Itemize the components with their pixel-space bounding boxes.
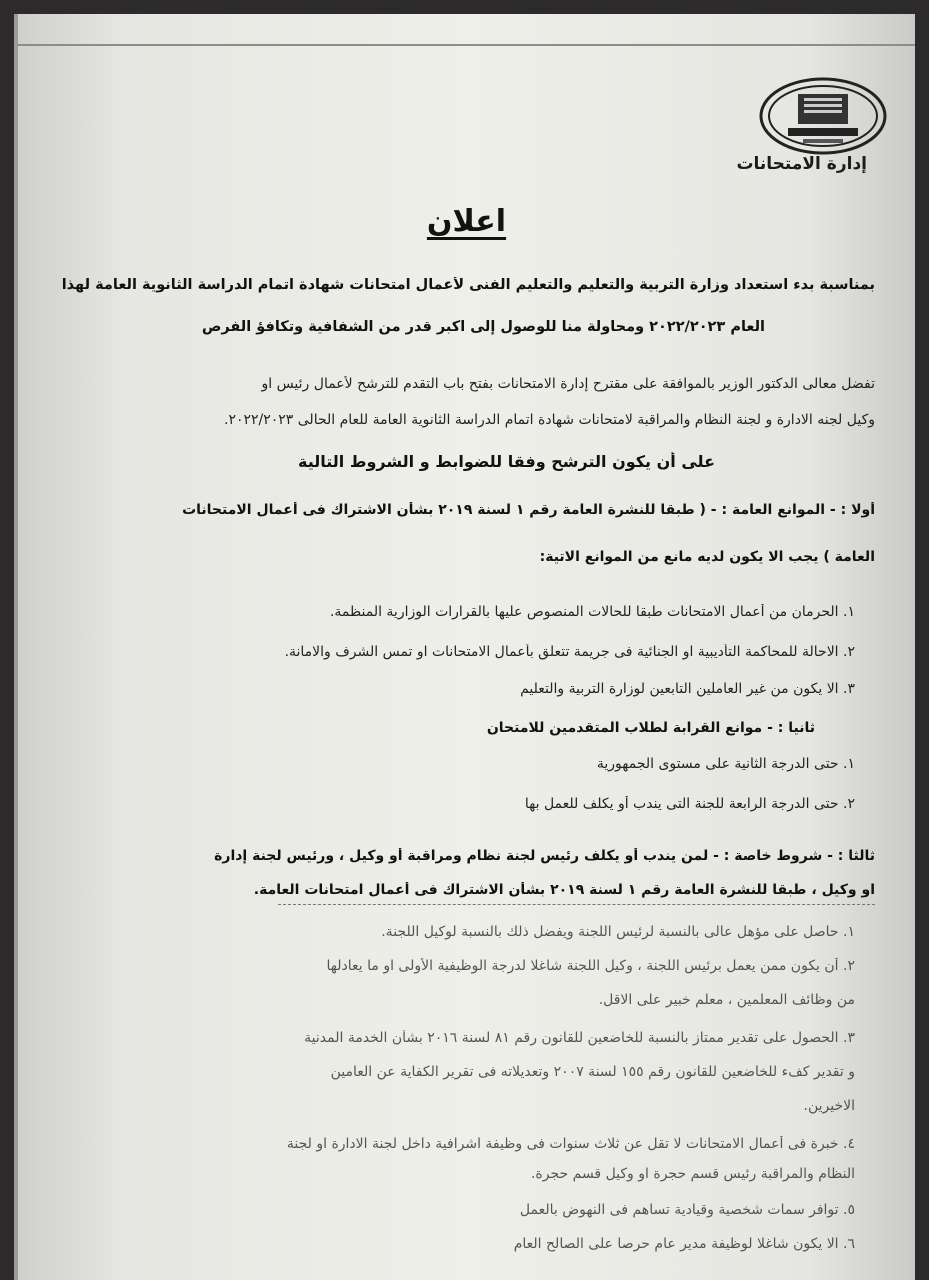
section-2-item-1: ١. حتى الدرجة الثانية على مستوى الجمهورية <box>596 756 855 772</box>
section-3-item-3: ٣. الحصول على تقدير ممتاز بالنسبة للخاضعين للقانون رقم ٨١ لسنة ٢٠١٦ بشأن الخدمة المدنية <box>304 1030 855 1046</box>
ministry-logo-emblem <box>758 76 888 156</box>
section-2-heading: ثانيا : - موانع القرابة لطلاب المتقدمين للامتحان <box>486 720 815 736</box>
section-1-item-2: ٢. الاحالة للمحاكمة التأديبية او الجنائية فى جريمة تتعلق بأعمال الامتحانات او تمس الشرف والامانة. <box>284 644 855 660</box>
announcement-title-text: اعلان <box>426 204 507 239</box>
section-3-item-6: ٦. الا يكون شاغلا لوظيفة مدير عام حرصا على الصالح العام <box>513 1236 855 1252</box>
section-3-item-2: ٢. أن يكون ممن يعمل برئيس اللجنة ، وكيل اللجنة شاغلا لدرجة الوظيفية الأولى او ما يعادلها <box>326 958 855 974</box>
section-3-item-3-end: الاخيرين. <box>803 1098 855 1114</box>
paragraph-1-line-1: تفضل معالى الدكتور الوزير بالموافقة على مقترح إدارة الامتحانات بفتح باب التقدم للترشح لأعمال رئيس او <box>261 376 875 392</box>
paragraph-1-line-2: وكيل لجنه الادارة و لجنة النظام والمراقبة لامتحانات شهادة اتمام الدراسة الثانوية العامة للعام الحالى ٢٠٢٢/٢٠٢٣. <box>223 412 875 428</box>
section-2-item-2: ٢. حتى الدرجة الرابعة للجنة التى يندب أو يكلف للعمل بها <box>524 796 855 812</box>
section-1-intro-a <box>58 502 875 518</box>
section-3-item-2-cont: من وظائف المعلمين ، معلم خبير على الاقل. <box>598 992 855 1008</box>
dashed-divider <box>278 904 875 906</box>
section-1-item-1: ١. الحرمان من أعمال الامتحانات طبقا للحالات المنصوص عليها بالقرارات الوزارية المنظمة. <box>329 604 855 620</box>
section-3-intro: او وكيل ، طبقا للنشرة العامة رقم ١ لسنة ٢٠١٩ بشأن الاشتراك فى أعمال امتحانات العامة. <box>253 882 875 898</box>
announcement-title <box>18 204 915 239</box>
condition-heading: على أن يكون الترشح وفقا للضوابط و الشروط التالية <box>297 452 715 471</box>
section-1-heading: أولا : - الموانع العامة : - <box>710 502 875 518</box>
document-sheet <box>14 14 915 1280</box>
frame-line <box>18 44 915 46</box>
section-3-item-4: ٤. خبرة فى أعمال الامتحانات لا تقل عن ثلاث سنوات فى وظيفة اشرافية داخل لجنة الادارة او لجنة <box>286 1136 855 1152</box>
intro-line-1: بمناسبة بدء استعداد وزارة التربية والتعليم والتعليم الفنى لأعمال امتحانات شهادة اتمام الدراسة الثانوية العامة لهذا <box>61 277 875 293</box>
intro-line-2: العام ٢٠٢٢/٢٠٢٣ ومحاولة منا للوصول إلى اكبر قدر من الشفافية وتكافؤ الفرص <box>201 319 765 335</box>
section-3-item-4-cont: النظام والمراقبة رئيس قسم حجرة او وكيل قسم حجرة. <box>530 1166 855 1182</box>
section-3-heading: ثالثا : - شروط خاصة : - لمن يندب أو يكلف رئيس لجنة نظام ومراقبة أو وكيل ، ورئيس لجنة إدارة <box>214 848 875 864</box>
section-1-intro-text: ( طبقا للنشرة العامة رقم ١ لسنة ٢٠١٩ بشأن الاشتراك فى أعمال الامتحانات <box>182 502 706 518</box>
section-1-intro-b: العامة ) يجب الا يكون لديه مانع من الموانع الاتية: <box>539 549 875 565</box>
department-name: إدارة الامتحانات <box>736 154 867 174</box>
section-3-item-1: ١. حاصل على مؤهل عالى بالنسبة لرئيس اللجنة ويفضل ذلك بالنسبة لوكيل اللجنة. <box>381 924 855 940</box>
section-3-item-5: ٥. توافر سمات شخصية وقيادية تساهم فى النهوض بالعمل <box>519 1202 855 1218</box>
section-1-item-3: ٣. الا يكون من غير العاملين التابعين لوزارة التربية والتعليم <box>520 681 855 697</box>
section-3-item-3-cont: و تقدير كفء للخاضعين للقانون رقم ١٥٥ لسنة ٢٠٠٧ وتعديلاته فى تقرير الكفاية عن العامين <box>330 1064 855 1080</box>
